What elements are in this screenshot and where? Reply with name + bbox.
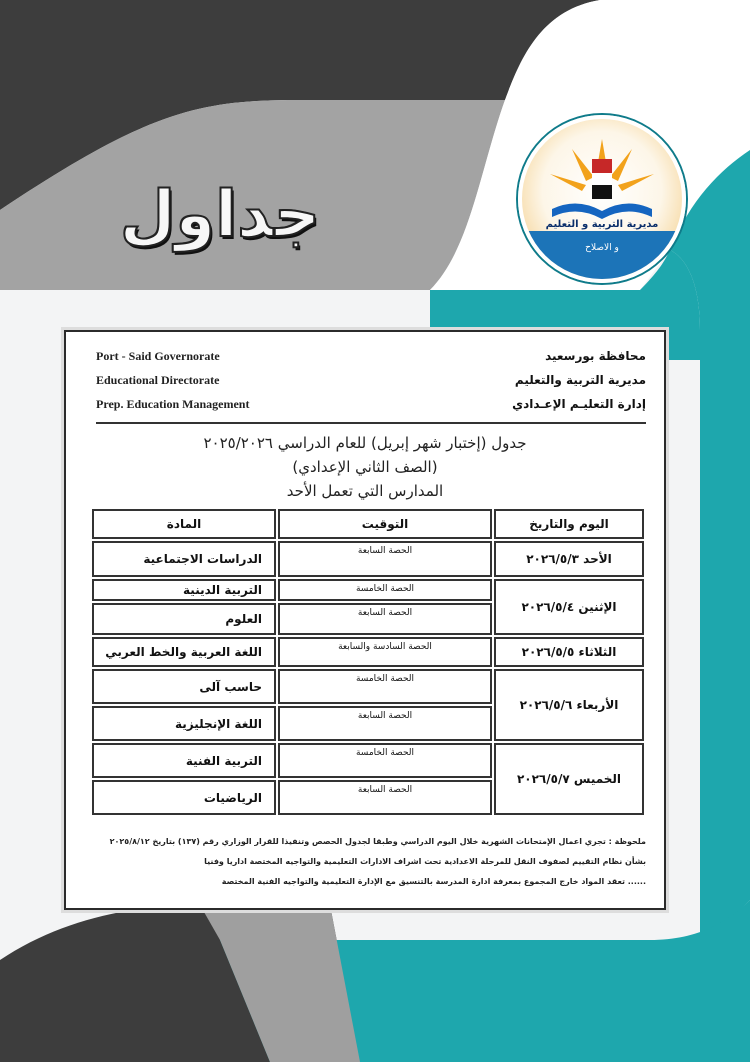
- header-english: [96, 344, 249, 416]
- header-time: التوقيت: [278, 509, 492, 539]
- subject-cell: التربية الفنية: [92, 743, 276, 778]
- note-line: ملحوظة : تجري اعمال الإمتحانات الشهرية خلال اليوم الدراسي وطبقا لجدول الحصص وتنفيذا للقرار الوزاري رقم (١٣٧) بتاريخ ٢٠٢٥/٨/١٢: [109, 837, 646, 846]
- date-cell: الإثنين ٢٠٢٦/٥/٤: [494, 579, 644, 635]
- table-row: [92, 637, 644, 667]
- management-en: Prep. Education Management: [96, 397, 250, 411]
- table-row: [92, 579, 644, 601]
- page-title: جداول: [119, 178, 321, 252]
- management-ar: إدارة التعليـم الإعـدادي: [512, 397, 646, 411]
- note-line: ...... تعقد المواد خارج المجموع بمعرفة ادارة المدرسة بالتنسيق مع الإدارة التعليمية والتواجيه الفنية المختصة: [221, 877, 646, 886]
- schedule-document: [64, 330, 666, 910]
- governorate-ar: محافظة بورسعيد: [545, 349, 646, 363]
- date-cell: الخميس ٢٠٢٦/٥/٧: [494, 743, 644, 815]
- logo-band: [522, 231, 682, 279]
- time-cell: الحصة السادسة والسابعة: [278, 637, 492, 667]
- time-cell: الحصة السابعة: [278, 603, 492, 635]
- grade-title: (الصف الثاني الإعدادي): [292, 458, 438, 476]
- directorate-logo: [518, 115, 686, 283]
- schedule-table: [90, 507, 646, 817]
- logo-top-text: مديرية التربية و التعليم: [545, 219, 659, 230]
- subject-cell: الدراسات الاجتماعية: [92, 541, 276, 577]
- table-row: [92, 541, 644, 577]
- time-cell: الحصة السابعة: [278, 780, 492, 815]
- time-cell: الحصة الخامسة: [278, 743, 492, 778]
- subject-cell: اللغة الإنجليزية: [92, 706, 276, 741]
- directorate-en: Educational Directorate: [96, 373, 220, 387]
- date-cell: الثلاثاء ٢٠٢٦/٥/٥: [494, 637, 644, 667]
- subject-cell: حاسب آلى: [92, 669, 276, 704]
- date-cell: الأربعاء ٢٠٢٦/٥/٦: [494, 669, 644, 741]
- time-cell: الحصة الخامسة: [278, 669, 492, 704]
- logo-sub-text: و الاصلاح: [585, 243, 619, 253]
- schools-title: المدارس التي تعمل الأحد: [286, 482, 444, 500]
- table-row: [92, 743, 644, 778]
- notes: [88, 832, 646, 892]
- governorate-en: Port - Said Governorate: [96, 349, 220, 363]
- directorate-ar: مديرية التربية والتعليم: [514, 373, 646, 387]
- subject-cell: التربية الدينية: [92, 579, 276, 601]
- subject-cell: الرياضيات: [92, 780, 276, 815]
- time-cell: الحصة الخامسة: [278, 579, 492, 601]
- date-cell: الأحد ٢٠٢٦/٥/٣: [494, 541, 644, 577]
- subject-cell: العلوم: [92, 603, 276, 635]
- time-cell: الحصة السابعة: [278, 706, 492, 741]
- time-cell: الحصة السابعة: [278, 541, 492, 577]
- header-subject: المادة: [92, 509, 276, 539]
- header-divider: [96, 422, 646, 424]
- header-arabic: [512, 344, 646, 416]
- table-row: [92, 669, 644, 704]
- note-line: بشأن نظام التقييم لصفوف النقل للمرحلة الاعدادية تحت اشراف الادارات التعليمية والتواجيه المختصة اداريا وفنيا: [204, 857, 646, 866]
- schedule-title: جدول (إختبار شهر إبريل) للعام الدراسي ٢٠٢٥/٢٠٢٦: [203, 434, 527, 452]
- table-header-row: [92, 509, 644, 539]
- subject-cell: اللغة العربية والخط العربي: [92, 637, 276, 667]
- header-date: اليوم والتاريخ: [494, 509, 644, 539]
